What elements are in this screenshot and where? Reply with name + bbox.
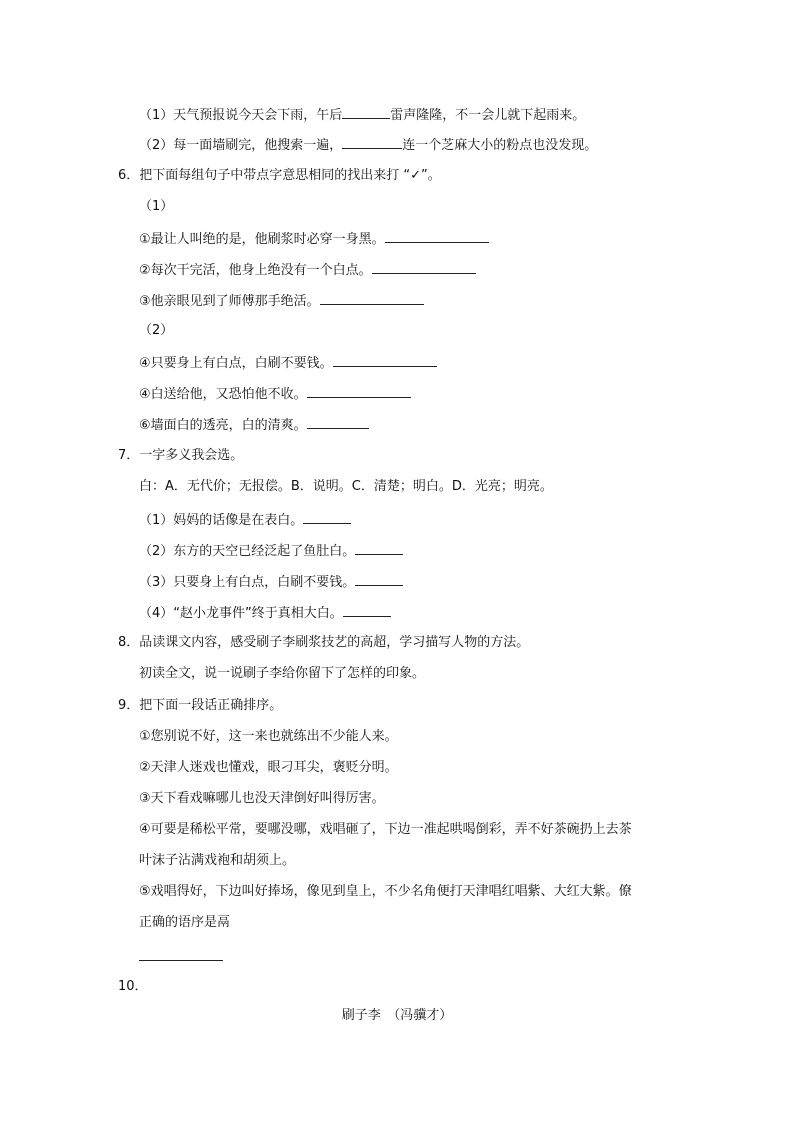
q9-order-tail: 鬲: [217, 915, 231, 930]
answer-blank[interactable]: [333, 354, 437, 367]
q9-sentence-1: ①您别说不好，这一来也就练出不少能人来。: [139, 729, 398, 744]
check-mark-icon: ✓: [410, 168, 422, 183]
q7-options: 白：A．无代价；无报偿。B．说明。C．清楚；明白。D．光亮；明亮。: [139, 479, 553, 494]
answer-blank[interactable]: [342, 106, 390, 119]
q7-item-1: [139, 511, 351, 529]
q7-item-2-text: （2）东方的天空已经泛起了鱼肚白。: [139, 544, 356, 559]
passage-title: 刷子李 （冯骥才）: [341, 1008, 453, 1023]
q5-item-2: [139, 136, 597, 154]
q6-group-1-label: （1）: [139, 199, 174, 214]
q7-item-2: [139, 542, 403, 560]
q8-body: 初读全文，说一说刷子李给你留下了怎样的印象。: [139, 666, 426, 681]
q9-sentence-3: ③天下看戏嘛哪儿也没天津倒好叫得厉害。: [139, 791, 385, 806]
q7-item-3-text: （3）只要身上有白点，白刷不要钱。: [139, 575, 356, 590]
q9-header: 9．把下面一段话正确排序。: [118, 698, 283, 713]
q6-header-text-a: 6．把下面每组句子中带点字意思相同的找出来打 “: [118, 168, 411, 183]
answer-blank[interactable]: [385, 230, 489, 243]
q7-item-1-text: （1）妈妈的话像是在表白。: [139, 513, 304, 528]
answer-blank[interactable]: [307, 416, 369, 429]
q7-item-4: [139, 604, 391, 622]
q6-sentence-2: [139, 261, 476, 279]
q7-item-4-text: （4）“赵小龙事件”终于真相大白。: [139, 606, 343, 621]
q6-sentence-3-text: ③他亲眼见到了师傅那手绝活。: [139, 294, 320, 309]
answer-blank[interactable]: [303, 511, 351, 524]
answer-blank[interactable]: [355, 542, 403, 555]
q6-group-2-label: （2）: [139, 323, 174, 338]
q5-item-2-text-b: 连一个芝麻大小的粉点也没发现。: [402, 138, 598, 153]
q6-sentence-5: [139, 385, 411, 403]
q5-item-1: [139, 106, 585, 124]
q7-header: 7．一字多义我会选。: [118, 448, 244, 463]
q9-sentence-5: [139, 884, 632, 900]
answer-blank[interactable]: [343, 604, 391, 617]
q6-sentence-5-text: ④白送给他，又恐怕他不收。: [139, 387, 307, 402]
q5-item-1-text-a: （1）天气预报说今天会下雨，午后: [139, 108, 343, 123]
q8-header: 8．品读课文内容，感受刷子李刷浆技艺的高超，学习描写人物的方法。: [118, 635, 530, 650]
q6-sentence-4: [139, 354, 437, 372]
answer-blank[interactable]: [342, 136, 402, 149]
q5-item-2-text-a: （2）每一面墙刷完，他搜索一遍，: [139, 138, 343, 153]
q7-item-3: [139, 573, 403, 591]
q6-sentence-1-text: ①最让人叫绝的是，他刷浆时必穿一身黑。: [139, 232, 385, 247]
q6-sentence-1: [139, 230, 489, 248]
q6-sentence-4-text: ④只要身上有白点，白刷不要钱。: [139, 356, 333, 371]
q5-item-1-text-b: 雷声隆隆，不一会儿就下起雨来。: [390, 108, 586, 123]
q6-sentence-3: [139, 292, 424, 310]
q9-sentence-5-tail: 僚: [618, 884, 632, 899]
answer-blank[interactable]: [372, 261, 476, 274]
q10-number: 10．: [118, 979, 148, 994]
q6-sentence-6: [139, 416, 369, 434]
q6-sentence-2-text: ②每次干完活，他身上绝没有一个白点。: [139, 263, 372, 278]
q9-sentence-4-line-2: 叶沫子沾满戏袍和胡须上。: [139, 853, 296, 868]
q9-sentence-5-text: ⑤戏唱得好，下边叫好捧场，像见到皇上，不少名角便打天津唱红唱紫、大红大紫。: [139, 884, 619, 899]
answer-blank[interactable]: [355, 573, 403, 586]
answer-blank[interactable]: [320, 292, 424, 305]
q9-order-label: 正确的语序是: [139, 915, 218, 930]
q6-header-text-b: ”。: [421, 168, 441, 183]
q6-sentence-6-text: ⑥墙面白的透亮，白的清爽。: [139, 418, 307, 433]
answer-blank[interactable]: [307, 385, 411, 398]
q6-header: [118, 168, 441, 184]
q9-sentence-4-line-1: ④可要是稀松平常，要哪没哪，戏唱砸了，下边一准起哄喝倒彩，弄不好茶碗扔上去茶: [139, 822, 632, 837]
q9-sentence-2: ②天津人迷戏也懂戏，眼刁耳尖，褒贬分明。: [139, 760, 398, 775]
q9-answer-line[interactable]: [139, 960, 223, 961]
q9-order-prompt: [139, 915, 230, 931]
